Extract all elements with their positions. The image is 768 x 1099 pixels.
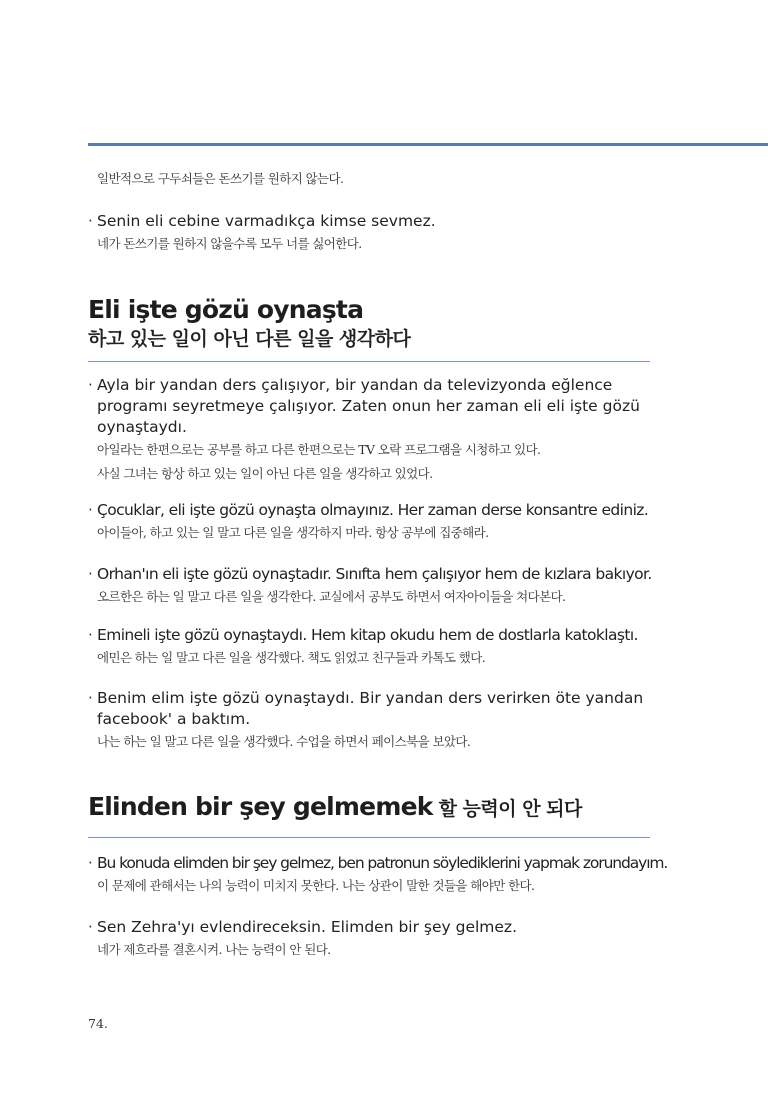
bullet-dot: ·	[88, 626, 93, 644]
idiom-heading-turkish: Elinden bir şey gelmemek	[88, 792, 433, 821]
list-item	[88, 564, 658, 609]
idiom-heading-korean: 하고 있는 일이 아닌 다른 일을 생각하다	[88, 328, 411, 350]
turkish-sentence: Emineli işte gözü oynaştaydı. Hem kitap okudu hem de dostlarla katoklaştı.	[97, 626, 638, 644]
example-2	[88, 500, 658, 545]
section-heading-1	[88, 295, 658, 353]
bullet-dot: ·	[88, 854, 93, 872]
korean-translation: 네가 돈쓰기를 원하지 않을수록 모두 너를 싫어한다.	[97, 236, 362, 251]
bullet-dot: ·	[88, 689, 93, 707]
bullet-dot: ·	[88, 501, 93, 519]
list-item	[88, 688, 658, 754]
list-item	[88, 375, 658, 486]
korean-translation: 에민은 하는 일 말고 다른 일을 생각했다. 책도 읽었고 친구들과 카톡도 했다.	[97, 650, 486, 665]
bullet-dot: ·	[88, 212, 93, 230]
turkish-sentence: Orhan'ın eli işte gözü oynaştadır. Sınıfta hem çalışıyor hem de kızlara bakıyor.	[97, 565, 652, 583]
idiom-heading-turkish: Eli işte gözü oynaşta	[88, 295, 364, 324]
korean-translation: 이 문제에 관해서는 나의 능력이 미치지 못한다. 나는 상관이 말한 것들을 해야만 한다.	[97, 878, 535, 893]
example-4	[88, 625, 658, 670]
turkish-sentence: Ayla bir yandan ders çalışıyor, bir yandan da televizyonda eğlence programı seyretmeye çalışıyor. Zaten onun her zaman eli eli işte gözü oynaştaydı.	[97, 376, 640, 436]
list-item	[88, 917, 658, 962]
idiom-heading-korean: 할 능력이 안 되다	[438, 798, 582, 820]
example-5	[88, 688, 658, 754]
korean-translation: 나는 하는 일 말고 다른 일을 생각했다. 수업을 하면서 페이스북을 보았다.	[97, 734, 471, 749]
example-7	[88, 917, 658, 962]
section-divider	[88, 837, 650, 838]
turkish-sentence: Bu konuda elimden bir şey gelmez, ben patronun söylediklerini yapmak zorundayım.	[97, 854, 668, 872]
korean-translation: 아이들아, 하고 있는 일 말고 다른 일을 생각하지 마라. 항상 공부에 집중해라.	[97, 525, 489, 540]
turkish-sentence: Çocuklar, eli işte gözü oynaşta olmayınız. Her zaman derse konsantre ediniz.	[97, 501, 649, 519]
intro-example	[88, 211, 658, 256]
korean-translation: 네가 제흐라를 결혼시켜. 나는 능력이 안 된다.	[97, 942, 331, 957]
page-number: 74.	[88, 1016, 108, 1031]
section-heading-2	[88, 792, 688, 824]
top-accent-rule	[88, 143, 768, 146]
example-3	[88, 564, 658, 609]
list-item	[88, 625, 658, 670]
list-item	[88, 853, 668, 898]
korean-translation-2: 사실 그녀는 항상 하고 있는 일이 아닌 다른 일을 생각하고 있었다.	[97, 466, 433, 481]
turkish-sentence: Senin eli cebine varmadıkça kimse sevmez.	[97, 212, 436, 230]
bullet-dot: ·	[88, 376, 93, 394]
list-item	[88, 500, 658, 545]
turkish-sentence: Sen Zehra'yı evlendireceksin. Elimden bir şey gelmez.	[97, 918, 517, 936]
intro-ko-line	[88, 167, 658, 191]
bullet-dot: ·	[88, 918, 93, 936]
korean-translation: 오르한은 하는 일 말고 다른 일을 생각한다. 교실에서 공부도 하면서 여자아이들을 쳐다본다.	[97, 589, 566, 604]
example-6	[88, 853, 668, 898]
idiom-heading-row	[88, 792, 688, 824]
turkish-sentence: Benim elim işte gözü oynaştaydı. Bir yandan ders verirken öte yandan facebook' a baktım.	[97, 689, 644, 728]
list-item	[88, 211, 658, 256]
section-divider	[88, 361, 650, 362]
bullet-dot: ·	[88, 565, 93, 583]
korean-translation: 일반적으로 구두쇠들은 돈쓰기를 원하지 않는다.	[97, 171, 344, 186]
example-1	[88, 375, 658, 486]
korean-translation: 아일라는 한편으로는 공부를 하고 다른 한편으로는 TV 오락 프로그램을 시청하고 있다.	[97, 442, 541, 457]
